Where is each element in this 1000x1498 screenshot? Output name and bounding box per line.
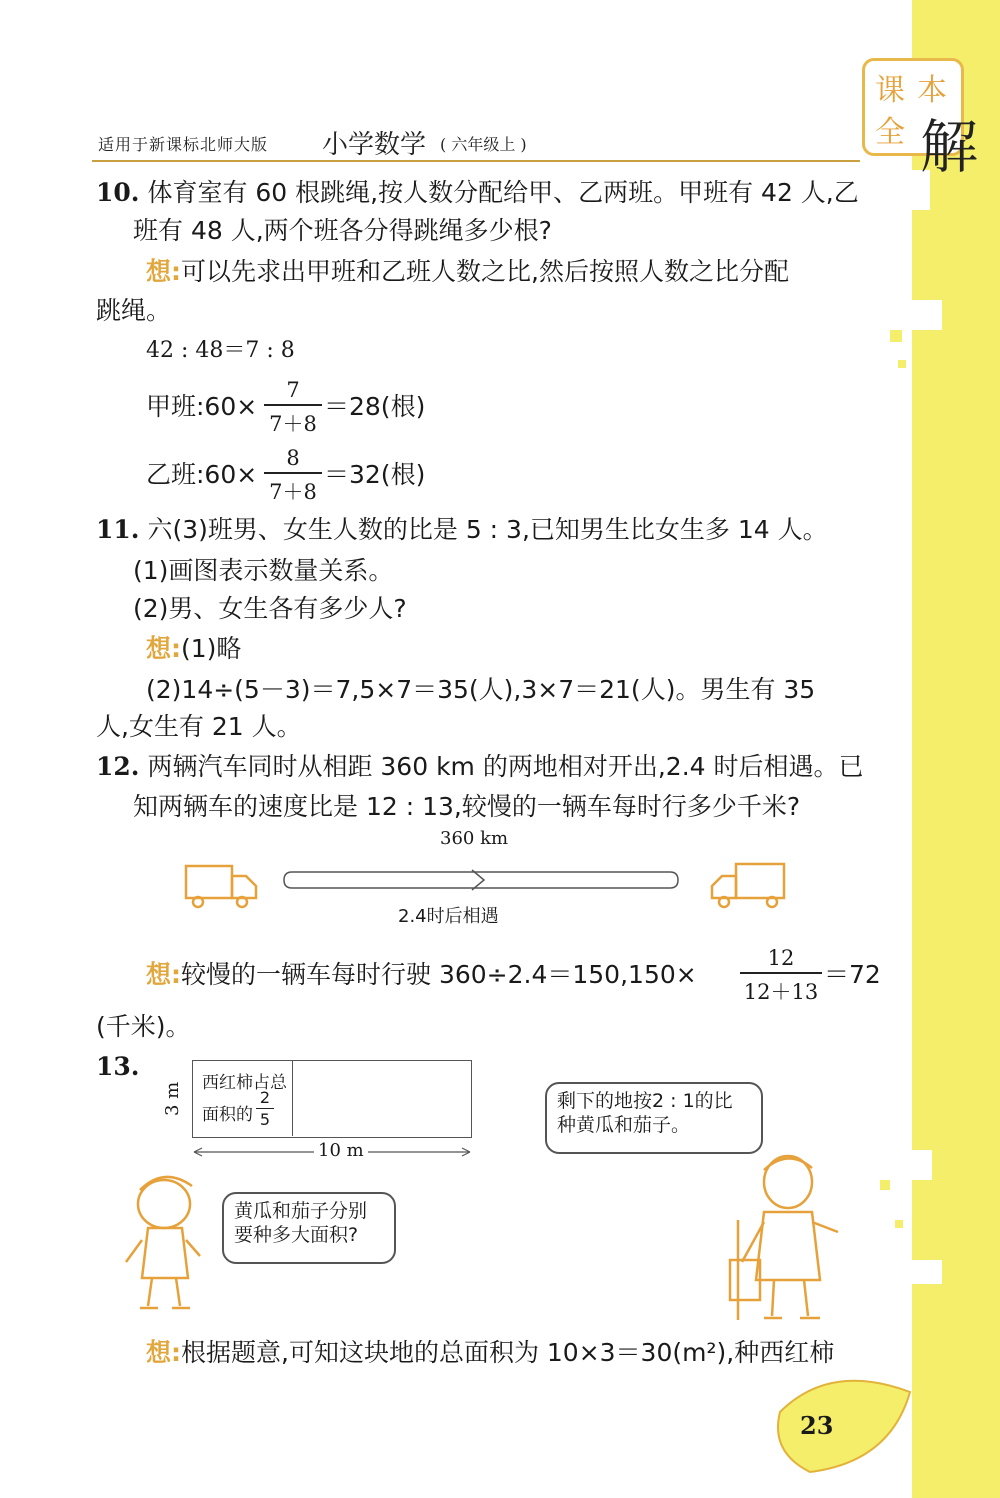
q10-fraction-a: 7 7＋8 [264, 378, 322, 438]
farmer-character-icon [720, 1150, 850, 1326]
q10-answer-a-prefix: 甲班:60× [146, 392, 258, 421]
tomato-fraction: 2 5 [256, 1088, 274, 1129]
header-subject: 小学数学 [322, 130, 427, 160]
think-label: 想: [146, 634, 181, 663]
q10-line1: 10. 体育室有 60 根跳绳,按人数分配给甲、乙两班。甲班有 42 人,乙 [96, 178, 859, 207]
q12-unit: (千米)。 [96, 1012, 191, 1041]
q12-think: 想:较慢的一辆车每时行驶 360÷2.4＝150,150× [146, 960, 697, 989]
q12-meet-label: 2.4时后相遇 [398, 906, 499, 927]
q11-sub2: (2)男、女生各有多少人? [133, 594, 407, 623]
truck-right-icon [712, 864, 784, 907]
decorative-square [890, 330, 902, 342]
height-label: 3 m [162, 1081, 183, 1116]
badge-char: 课 [875, 73, 905, 108]
q10-fraction-b: 8 7＋8 [264, 446, 322, 506]
tomato-label-1: 西红柿占总 [202, 1073, 287, 1093]
q11-ans2: 人,女生有 21 人。 [96, 712, 302, 741]
badge-big-char: 解 [920, 113, 979, 181]
q12-line2: 知两辆车的速度比是 12 : 13,较慢的一辆车每时行多少千米? [133, 792, 801, 821]
speech-bubble-left: 黄瓜和茄子分别 要种多大面积? [222, 1192, 396, 1264]
truck-left-icon [186, 866, 256, 907]
q10-line2: 班有 48 人,两个班各分得跳绳多少根? [133, 216, 552, 245]
q10-think1: 想:可以先求出甲班和乙班人数之比,然后按照人数之比分配 [146, 257, 789, 286]
think-label: 想: [146, 1338, 181, 1367]
q10-number: 10. [96, 178, 140, 207]
tomato-label-2: 面积的 [202, 1105, 253, 1125]
q13-number: 13. [96, 1052, 140, 1081]
q12-result: ＝72 [824, 960, 881, 989]
page-number: 23 [800, 1411, 834, 1440]
q12-distance-label: 360 km [440, 828, 509, 849]
header-rule [92, 160, 860, 162]
q10-answer-b-result: ＝32(根) [324, 460, 426, 489]
q11-line1: 11. 六(3)班男、女生人数的比是 5 : 3,已知男生比女生多 14 人。 [96, 515, 828, 544]
header-series: 适用于新课标北师大版 [98, 135, 269, 154]
strip-notch [912, 1260, 942, 1284]
decorative-square [898, 360, 906, 368]
q10-think2: 跳绳。 [96, 296, 172, 325]
decorative-square [880, 1180, 890, 1190]
width-label: 10 m [314, 1140, 368, 1161]
boy-character-icon [118, 1166, 218, 1316]
speech-bubble-right: 剩下的地按2 : 1的比 种黄瓜和茄子。 [545, 1082, 763, 1154]
strip-notch [912, 300, 942, 330]
q13-think: 想:根据题意,可知这块地的总面积为 10×3＝30(m²),种西红柿 [146, 1338, 835, 1367]
think-label: 想: [146, 257, 181, 286]
q12-line1: 12. 两辆汽车同时从相距 360 km 的两地相对开出,2.4 时后相遇。已 [96, 752, 864, 781]
q10-ratio: 42 : 48＝7 : 8 [146, 338, 295, 363]
page-corner-decoration [770, 1372, 920, 1482]
q11-sub1: (1)画图表示数量关系。 [133, 556, 394, 585]
q10-answer-b-prefix: 乙班:60× [146, 460, 258, 489]
q11-ans1: (2)14÷(5－3)＝7,5×7＝35(人),3×7＝21(人)。男生有 35 [146, 675, 816, 704]
q11-number: 11. [96, 515, 140, 544]
strip-notch [912, 1150, 932, 1180]
q10-answer-a-result: ＝28(根) [324, 392, 426, 421]
q11-think1: 想:(1)略 [146, 634, 242, 663]
decorative-square [895, 1220, 903, 1228]
think-label: 想: [146, 960, 181, 989]
header-grade: ( 六年级上 ) [440, 135, 527, 154]
q12-fraction: 12 12＋13 [740, 946, 822, 1006]
badge-char: 本 [917, 73, 947, 108]
badge-char: 全 [875, 115, 905, 150]
q12-number: 12. [96, 752, 140, 781]
